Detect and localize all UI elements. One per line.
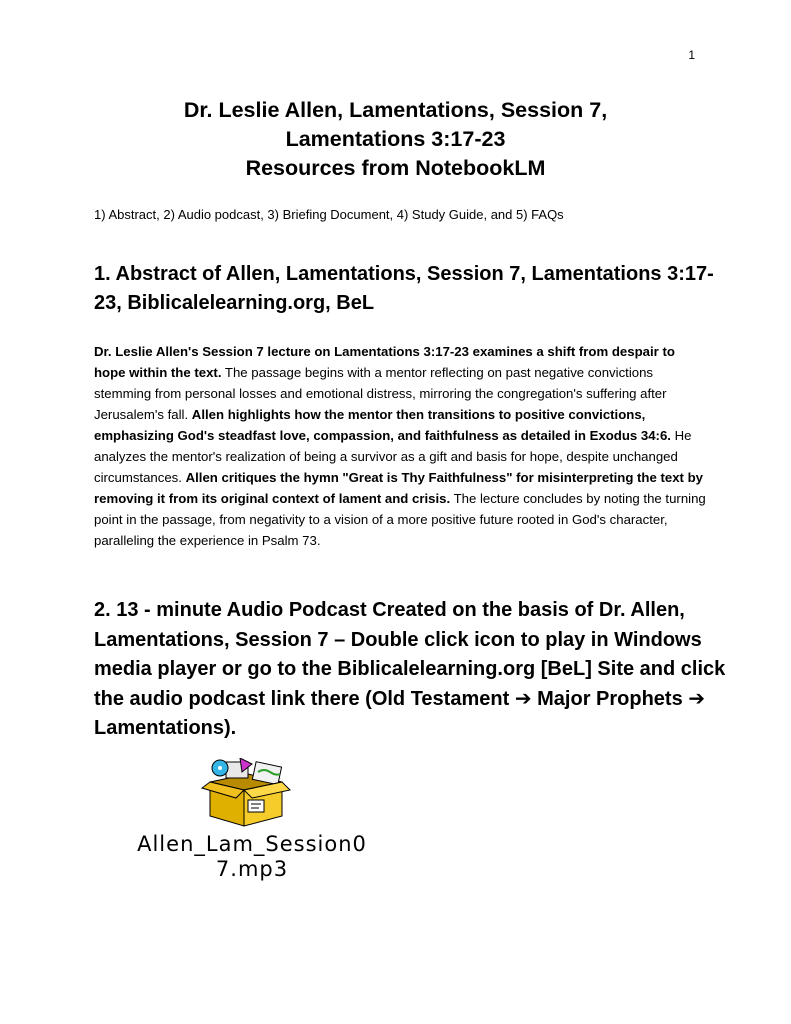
abstract-paragraph — [94, 341, 706, 551]
abstract-bold-2: Allen highlights how the mentor then transitions to positive convictions, emphasizing God's steadfast love, compassion, and faithfulness as detailed in Exodus 34:6. — [94, 407, 671, 443]
audio-podcast-heading — [94, 596, 734, 744]
abstract-text-3: The lecture concludes by noting the turning point in the passage, from negativity to a vision of a more positive future rooted in God's character, paralleling the experience in Psalm 73. — [94, 491, 706, 548]
arrow-icon: ➔ — [688, 687, 706, 710]
title-line-2: Lamentations 3:17-23 — [285, 127, 506, 151]
abstract-bold-1: Dr. Leslie Allen's Session 7 lecture on Lamentations 3:17-23 examines a shift from despair to hope within the text. — [94, 344, 675, 380]
audio-file-link[interactable] — [92, 832, 412, 882]
audio-heading-text-3: Lamentations). — [94, 717, 237, 739]
arrow-icon: ➔ — [514, 687, 532, 710]
abstract-text-1: The passage begins with a mentor reflecting on past negative convictions stemming from personal losses and emotional distress, mirroring the congregation's suffering after Jerusalem's fall. — [94, 365, 667, 422]
audio-filename-line-1: Allen_Lam_Session0 — [137, 832, 367, 856]
abstract-bold-3: Allen critiques the hymn "Great is Thy Faithfulness" for misinterpreting the text by removing it from its original context of lament and crisis. — [94, 470, 703, 506]
media-package-icon[interactable] — [196, 758, 296, 828]
title-line-1: Dr. Leslie Allen, Lamentations, Session 7, — [183, 98, 608, 122]
audio-heading-text-1: 2. 13 - minute Audio Podcast Created on the basis of Dr. Allen, Lamentations, Session 7 – Double click icon to play in Windows media player or go to the Biblicalelearning.org [BeL] Site and click the audio podcast link there (Old Testament — [94, 599, 726, 710]
abstract-text-2: He analyzes the mentor's realization of being a survivor as a gift and basis for hope, despite unchanged circumstances. — [94, 428, 692, 485]
audio-heading-text-2: Major Prophets — [531, 687, 689, 710]
document-title — [0, 96, 791, 183]
abstract-heading: 1. Abstract of Allen, Lamentations, Session 7, Lamentations 3:17-23, Biblicalelearning.org, BeL — [94, 263, 714, 314]
resources-list: 1) Abstract, 2) Audio podcast, 3) Briefing Document, 4) Study Guide, and 5) FAQs — [94, 207, 564, 222]
media-package-icon-graphic — [196, 758, 296, 828]
page-number: 1 — [688, 48, 695, 62]
title-line-3: Resources from NotebookLM — [245, 156, 546, 180]
audio-filename-line-2: 7.mp3 — [215, 857, 289, 881]
